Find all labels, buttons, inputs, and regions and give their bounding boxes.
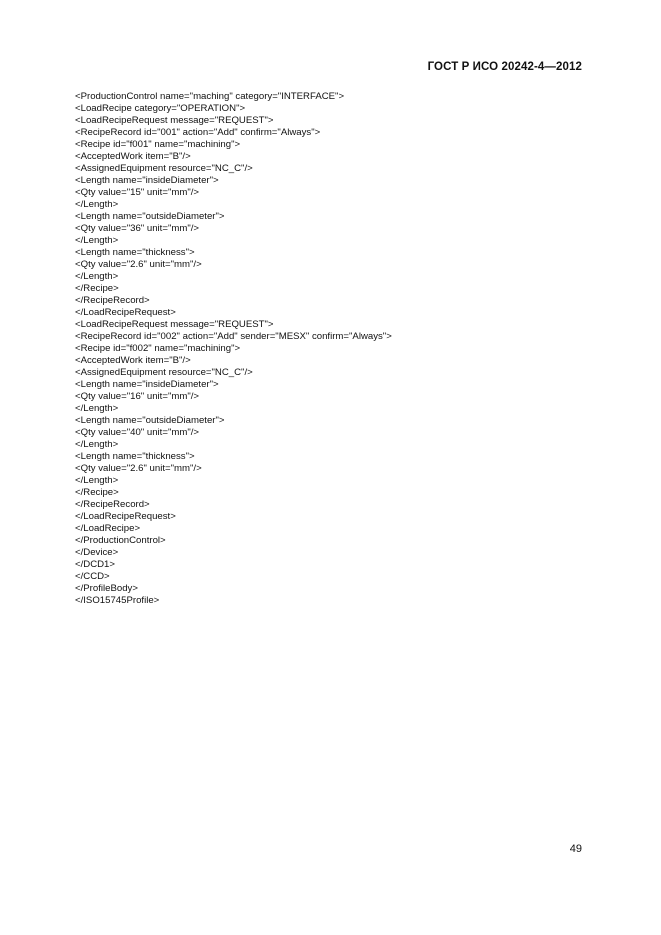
code-line: </ProductionControl> [75,535,166,546]
code-line: <Qty value="40" unit="mm"/> [75,427,200,438]
code-line: </Length> [75,439,119,450]
code-line: <Length name="thickness"> [75,451,195,462]
code-line: </Length> [75,199,119,210]
code-line: </Device> [75,547,119,558]
code-line: <LoadRecipeRequest message="REQUEST"> [75,115,274,126]
code-line: </ProfileBody> [75,583,138,594]
code-line: <Length name="insideDiameter"> [75,379,219,390]
code-line: <Recipe id="f002" name="machining"> [75,343,241,354]
code-line: <RecipeRecord id="001" action="Add" confirm="Always"> [75,127,321,138]
code-line: <Length name="outsideDiameter"> [75,415,225,426]
code-line: <Recipe id="f001" name="machining"> [75,139,241,150]
code-line: </Length> [75,235,119,246]
code-line: <AcceptedWork item="B"/> [75,355,191,366]
code-line: <AcceptedWork item="B"/> [75,151,191,162]
code-line: <AssignedEquipment resource="NC_C"/> [75,367,253,378]
code-line: </Length> [75,403,119,414]
code-line: <Length name="outsideDiameter"> [75,211,225,222]
code-line: </DCD1> [75,559,115,570]
code-line: </ISO15745Profile> [75,595,160,606]
code-line: </RecipeRecord> [75,499,150,510]
code-line: </Length> [75,475,119,486]
code-line: </LoadRecipeRequest> [75,511,176,522]
page-number: 49 [569,843,582,855]
code-line: <RecipeRecord id="002" action="Add" sender="MESX" confirm="Always"> [75,331,392,342]
standard-designation: ГОСТ Р ИСО 20242-4—2012 [427,61,582,73]
code-line: <ProductionControl name="maching" category="INTERFACE"> [75,91,345,102]
code-line: <LoadRecipe category="OPERATION"> [75,103,246,114]
code-line: <Length name="insideDiameter"> [75,175,219,186]
code-line: <LoadRecipeRequest message="REQUEST"> [75,319,274,330]
code-line: </Length> [75,271,119,282]
xml-code-listing [75,91,392,607]
code-line: <Qty value="16" unit="mm"/> [75,391,200,402]
code-line: </LoadRecipeRequest> [75,307,176,318]
code-line: </Recipe> [75,487,119,498]
code-line: <AssignedEquipment resource="NC_C"/> [75,163,253,174]
code-line: <Qty value="15" unit="mm"/> [75,187,200,198]
code-line: <Qty value="36" unit="mm"/> [75,223,200,234]
code-line: <Qty value="2.6" unit="mm"/> [75,463,202,474]
code-line: </RecipeRecord> [75,295,150,306]
code-line: </LoadRecipe> [75,523,141,534]
code-line: <Length name="thickness"> [75,247,195,258]
code-line: </Recipe> [75,283,119,294]
code-line: <Qty value="2.6" unit="mm"/> [75,259,202,270]
code-line: </CCD> [75,571,110,582]
